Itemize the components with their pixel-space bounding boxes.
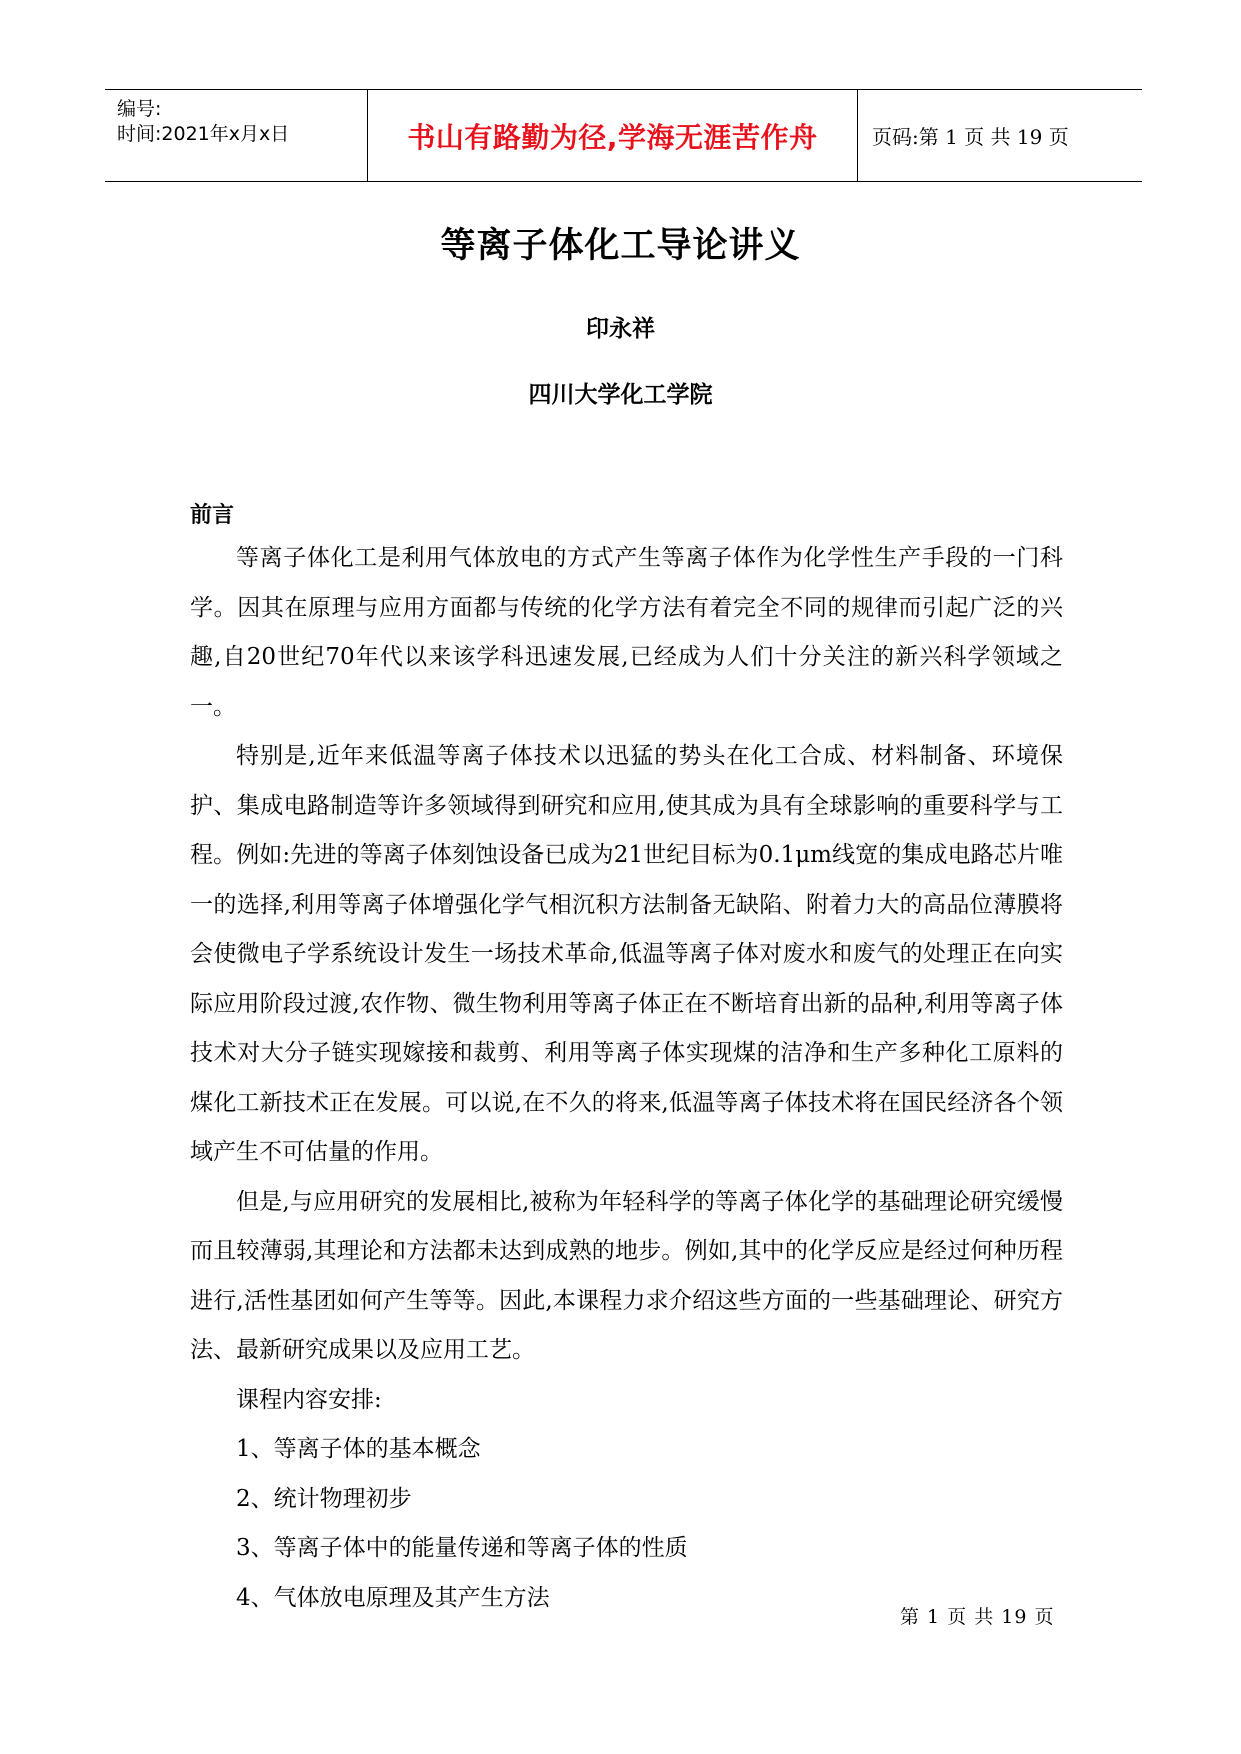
document-affiliation: 四川大学化工学院 [528, 382, 713, 408]
outline-intro: 课程内容安排: [236, 1386, 382, 1413]
header-meta-cell [105, 90, 368, 181]
document-number-label: 编号: [117, 98, 162, 120]
header-motto: 书山有路勤为径,学海无涯苦作舟 [407, 120, 818, 154]
outline-item: 1、等离子体的基本概念 [236, 1436, 481, 1462]
document-author: 印永祥 [586, 316, 655, 342]
outline-item: 4、气体放电原理及其产生方法 [236, 1584, 550, 1611]
document-header [105, 89, 1142, 182]
preface-heading: 前言 [190, 503, 235, 528]
outline-item: 2、统计物理初步 [236, 1485, 412, 1512]
preface-paragraph: 等离子体化工是利用气体放电的方式产生等离子体作为化学性生产手段的一门科学。因其在原理与应用方面都与传统的化学方法有着完全不同的规律而引起广泛的兴趣,自20世纪70年代以来该学科迅速发展,已经成为人们十分关注的新兴科学领域之一。 [190, 545, 1063, 720]
footer-page-indicator: 第 1 页 共 19 页 [900, 1606, 1055, 1628]
header-page-code: 页码:第 1 页 共 19 页 [872, 125, 1069, 149]
header-motto-cell [368, 90, 858, 181]
outline-item: 3、等离子体中的能量传递和等离子体的性质 [236, 1535, 688, 1561]
preface-content [190, 534, 1063, 1623]
preface-paragraph: 但是,与应用研究的发展相比,被称为年轻科学的等离子体化学的基础理论研究缓慢而且较薄弱,其理论和方法都未达到成熟的地步。例如,其中的化学反应是经过何种历程进行,活性基团如何产生等等。因此,本课程力求介绍这些方面的一些基础理论、研究方法、最新研究成果以及应用工艺。 [190, 1188, 1063, 1363]
document-time-label: 时间:2021年x月x日 [117, 123, 290, 145]
document-title: 等离子体化工导论讲义 [440, 226, 801, 266]
preface-paragraph: 特别是,近年来低温等离子体技术以迅猛的势头在化工合成、材料制备、环境保护、集成电路制造等许多领域得到研究和应用,使其成为具有全球影响的重要科学与工程。例如:先进的等离子体刻蚀设备已成为21世纪目标为0.1μm线宽的集成电路芯片唯一的选择,利用等离子体增强化学气相沉积方法制备无缺陷、附着力大的高品位薄膜将会使微电子学系统设计发生一场技术革命,低温等离子体对废水和废气的处理正在向实际应用阶段过渡,农作物、微生物利用等离子体正在不断培育出新的品种,利用等离子体技术对大分子链实现嫁接和裁剪、利用等离子体实现煤的洁净和生产多种化工原料的煤化工新技术正在发展。可以说,在不久的将来,低温等离子体技术将在国民经济各个领域产生不可估量的作用。 [190, 743, 1063, 1165]
header-page-cell [858, 90, 1142, 181]
